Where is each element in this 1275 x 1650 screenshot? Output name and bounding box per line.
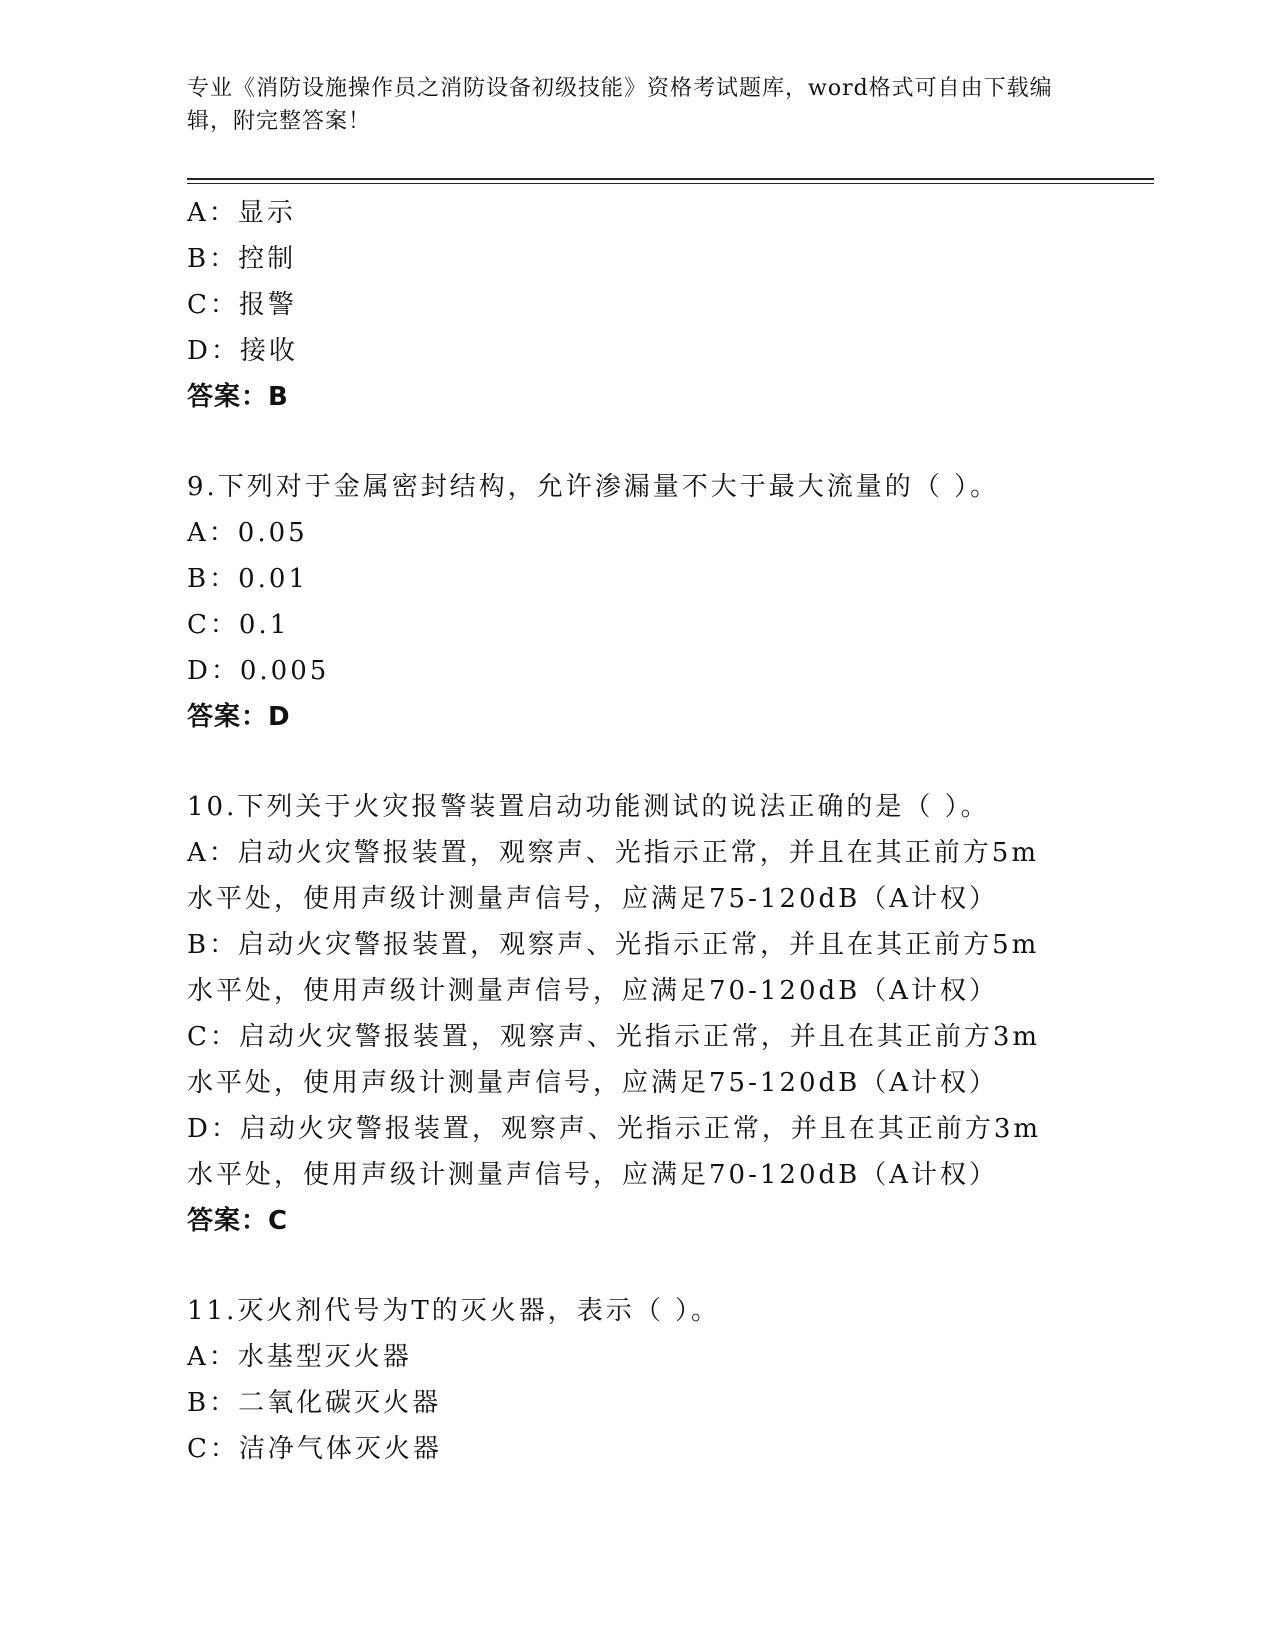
option-c: C：0.1 (187, 610, 290, 640)
header-divider (187, 178, 1154, 184)
option-d: D：启动火灾警报装置，观察声、光指示正常，并且在其正前方3m水平处，使用声级计测量声信号，应满足70-120dB（A计权） (187, 1114, 1042, 1190)
option-a: A：水基型灭火器 (187, 1342, 412, 1372)
question-prev (187, 190, 1067, 420)
option-b: B：二氧化碳灭火器 (187, 1388, 442, 1418)
option-a: A：显示 (187, 198, 296, 228)
option-d: D：接收 (187, 336, 298, 366)
question-stem: 10.下列关于火灾报警装置启动功能测试的说法正确的是（ ）。 (187, 792, 990, 822)
answer: 答案：D (187, 702, 291, 732)
answer: 答案：B (187, 382, 289, 412)
option-b: B：控制 (187, 244, 297, 274)
question-stem: 11.灭火剂代号为T的灭火器，表示（ ）。 (187, 1296, 720, 1326)
option-b: B：0.01 (187, 564, 308, 594)
document-header: 专业《消防设施操作员之消防设备初级技能》资格考试题库，word格式可自由下载编辑，附完整答案！ (187, 76, 1053, 134)
question-stem: 9.下列对于金属密封结构，允许渗漏量不大于最大流量的（ ）。 (187, 472, 1000, 502)
answer: 答案：C (187, 1206, 289, 1236)
spacer (187, 420, 1067, 464)
spacer (187, 740, 1067, 784)
option-d: D：0.005 (187, 656, 330, 686)
option-c: C：洁净气体灭火器 (187, 1434, 442, 1464)
option-a: A：启动火灾警报装置，观察声、光指示正常，并且在其正前方5m水平处，使用声级计测量声信号，应满足75-120dB（A计权） (187, 838, 1039, 914)
option-b: B：启动火灾警报装置，观察声、光指示正常，并且在其正前方5m水平处，使用声级计测量声信号，应满足70-120dB（A计权） (187, 930, 1040, 1006)
question-list (187, 190, 1067, 1472)
question-11 (187, 1288, 1067, 1472)
question-9 (187, 464, 1067, 740)
option-c: C：启动火灾警报装置，观察声、光指示正常，并且在其正前方3m水平处，使用声级计测量声信号，应满足75-120dB（A计权） (187, 1022, 1041, 1098)
option-a: A：0.05 (187, 518, 308, 548)
question-10 (187, 784, 1067, 1244)
spacer (187, 1244, 1067, 1288)
option-c: C：报警 (187, 290, 297, 320)
